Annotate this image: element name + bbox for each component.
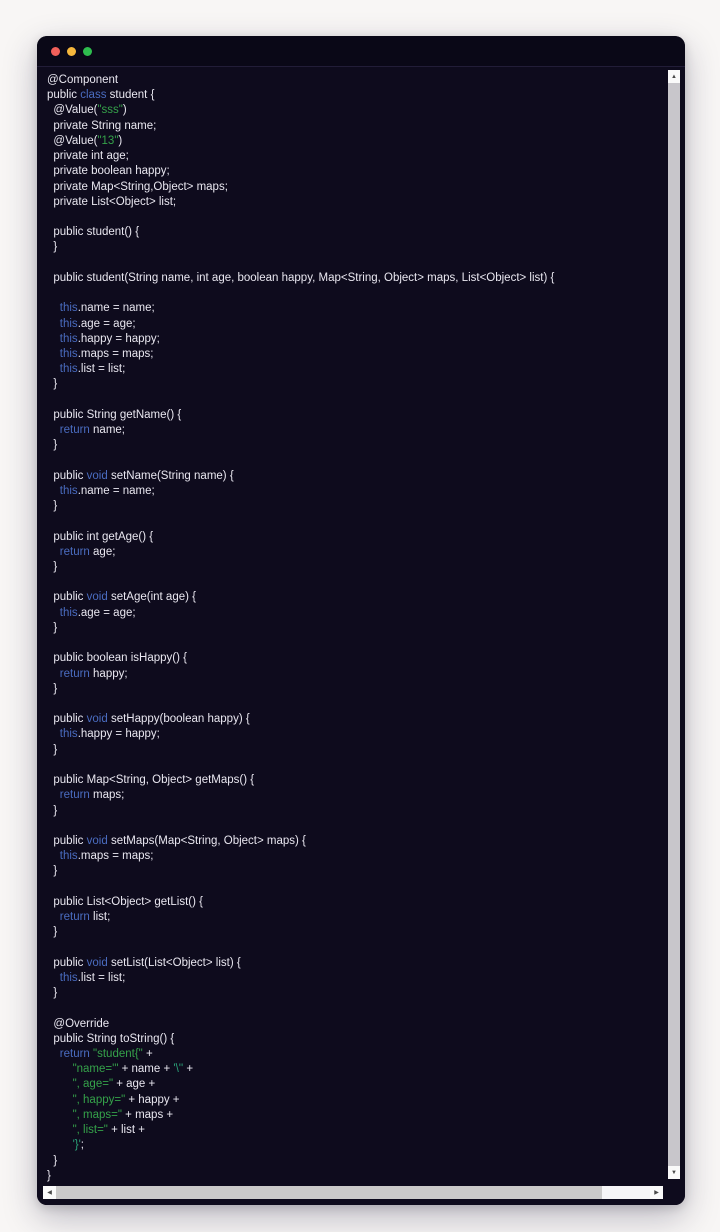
horizontal-scrollbar-thumb[interactable] <box>56 1186 602 1199</box>
code-line: } <box>47 1169 51 1182</box>
scroll-down-icon: ▼ <box>671 1169 677 1176</box>
code-line: } <box>47 378 58 391</box>
code-line: private int age; <box>47 150 129 163</box>
code-line: public class student { <box>47 89 155 102</box>
code-line: @Value("13") <box>47 134 123 147</box>
code-line: return maps; <box>59 789 125 802</box>
code-line: public String toString() { <box>47 1032 175 1045</box>
scroll-left-icon: ◀ <box>47 1190 52 1196</box>
code-line: } <box>47 682 58 695</box>
code-line: return age; <box>59 545 116 558</box>
code-line: } <box>47 865 58 878</box>
code-line: } <box>47 561 58 573</box>
code-line: public boolean isHappy() { <box>47 652 187 665</box>
code-line: return happy; <box>59 667 128 680</box>
code-line: this.maps = maps; <box>59 850 154 863</box>
code-line: } <box>47 241 58 254</box>
editor-content <box>37 67 685 1205</box>
code-line <box>47 940 663 955</box>
vertical-scrollbar[interactable] <box>668 70 680 1179</box>
code-line: private List<Object> list; <box>47 195 177 208</box>
code-line <box>47 210 663 225</box>
horizontal-scrollbar-track[interactable] <box>602 1186 650 1199</box>
scroll-right-icon: ▶ <box>654 1190 659 1196</box>
code-line <box>47 256 663 271</box>
window-titlebar[interactable] <box>37 36 685 67</box>
code-line: this.age = age; <box>59 606 136 619</box>
code-line: public Map<String, Object> getMaps() { <box>47 774 255 787</box>
code-line: public List<Object> getList() { <box>47 895 203 908</box>
code-line: } <box>47 987 58 1000</box>
code-line: return name; <box>59 424 125 437</box>
code-line: this.maps = maps; <box>59 347 154 360</box>
code-line: private boolean happy; <box>47 165 170 178</box>
code-line: public void setMaps(Map<String, Object> maps) { <box>47 834 306 847</box>
code-line: private Map<String,Object> maps; <box>47 180 228 193</box>
code-line: public int getAge() { <box>47 530 154 543</box>
code-line: } <box>47 439 58 452</box>
code-line <box>47 514 663 529</box>
code-line: ", maps=" + maps + <box>72 1108 174 1121</box>
code-lines[interactable] <box>47 73 663 1183</box>
code-line: public String getName() { <box>47 408 182 421</box>
code-line <box>47 819 663 834</box>
code-line: ", list=" + list + <box>72 1124 145 1137</box>
code-line: } <box>47 1154 58 1167</box>
code-line: public void setName(String name) { <box>47 469 234 482</box>
code-line: ", happy=" + happy + <box>72 1093 180 1106</box>
code-line <box>47 880 663 895</box>
code-line: @Component <box>47 74 119 86</box>
zoom-button[interactable] <box>83 47 92 56</box>
code-line <box>47 1001 663 1016</box>
horizontal-scrollbar[interactable] <box>43 1186 663 1199</box>
code-line <box>47 758 663 773</box>
scroll-left-button[interactable] <box>43 1186 56 1199</box>
code-line <box>47 636 663 651</box>
code-line <box>47 393 663 408</box>
code-line: public void setHappy(boolean happy) { <box>47 713 250 726</box>
code-editor-window <box>37 36 685 1205</box>
code-line: this.happy = happy; <box>59 728 160 741</box>
code-line <box>47 286 663 301</box>
code-line: public void setList(List<Object> list) { <box>47 956 241 969</box>
code-line: this.age = age; <box>59 317 136 330</box>
code-line: } <box>47 804 58 817</box>
code-line: public student(String name, int age, boolean happy, Map<String, Object> maps, List<Object> list) { <box>47 271 555 284</box>
scroll-right-button[interactable] <box>650 1186 663 1199</box>
code-line: ", age=" + age + <box>72 1078 156 1091</box>
code-line <box>47 575 663 590</box>
code-line: private String name; <box>47 119 157 132</box>
close-button[interactable] <box>51 47 60 56</box>
minimize-button[interactable] <box>67 47 76 56</box>
code-line: @Value("sss") <box>47 104 127 117</box>
code-line: this.name = name; <box>59 484 155 497</box>
vertical-scrollbar-thumb[interactable] <box>668 83 680 1166</box>
scroll-down-button[interactable] <box>668 1166 680 1179</box>
scroll-up-icon: ▲ <box>671 73 677 80</box>
code-line: public student() { <box>47 226 140 239</box>
code-line: this.name = name; <box>59 302 155 315</box>
code-line <box>47 697 663 712</box>
code-line: return "student{" + <box>59 1048 153 1060</box>
code-line: "name='" + name + '\'' + <box>72 1063 194 1076</box>
scroll-up-button[interactable] <box>668 70 680 83</box>
code-line: } <box>47 621 58 634</box>
code-line: public void setAge(int age) { <box>47 591 196 604</box>
code-line: return list; <box>59 911 111 924</box>
code-line: this.list = list; <box>59 971 126 984</box>
code-line: } <box>47 743 58 756</box>
code-line <box>47 453 663 468</box>
code-line: '}'; <box>72 1139 84 1152</box>
code-line: } <box>47 500 58 513</box>
code-line: @Override <box>47 1017 110 1030</box>
code-line: } <box>47 926 58 939</box>
code-line: this.happy = happy; <box>59 332 160 345</box>
code-line: this.list = list; <box>59 363 126 376</box>
